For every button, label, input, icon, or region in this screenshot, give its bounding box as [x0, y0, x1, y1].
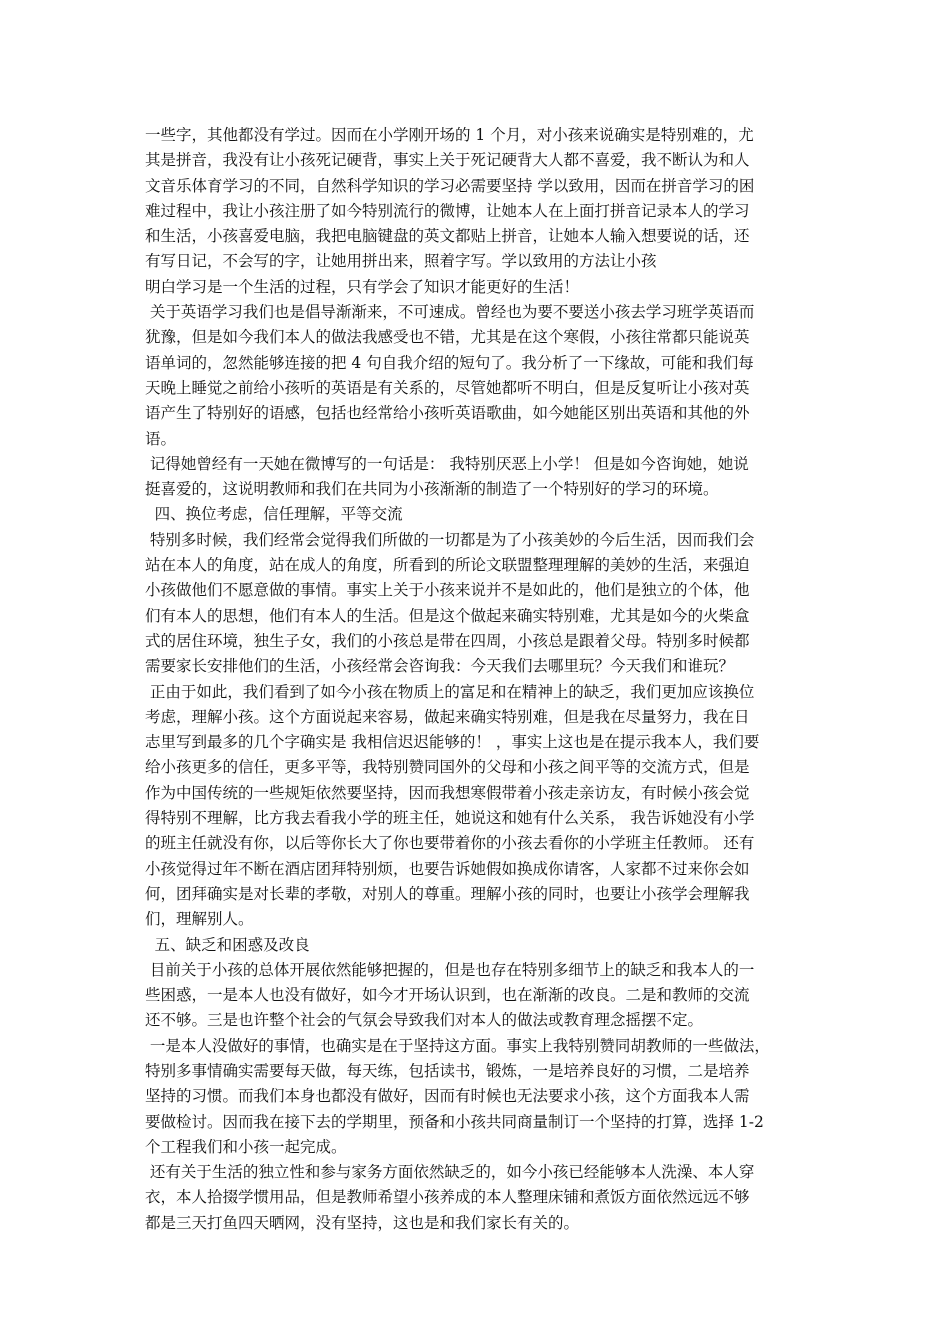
text-line: 考虑，理解小孩。这个方面说起来容易，做起来确实特别难，但是我在尽量努力，我在日 — [145, 707, 750, 726]
section-heading — [145, 502, 810, 527]
text-line: 需要家长安排他们的生活，小孩经常会咨询我：今天我们去哪里玩？今天我们和谁玩？ — [145, 657, 735, 676]
text-line: 站在本人的角度，站在成人的角度，所看到的所论文联盟整理理解的美妙的生活，来强迫 — [145, 556, 750, 575]
text-line: 语单词的，忽然能够连接的把 4 句自我介绍的短句了。我分析了一下缘故，可能和我们每 — [145, 353, 754, 372]
text-line: 语产生了特别好的语感，包括也经常给小孩听英语歌曲，如今她能区别出英语和其他的外 — [145, 404, 750, 423]
text-line: 还有关于生活的独立性和参与家务方面依然缺乏的，如今小孩已经能够本人洗澡、本人穿 — [145, 1163, 755, 1182]
text-line: 衣，本人拾掇学惯用品，但是教师希望小孩养成的本人整理床铺和煮饭方面依然远远不够 — [145, 1188, 750, 1207]
text-line: 记得她曾经有一天她在微博写的一句话是： 我特别厌恶上小学！ 但是如今咨询她，她说 — [145, 454, 749, 473]
text-line: 还不够。三是也许整个社会的气氛会导致我们对本人的做法或教育理念摇摆不定。 — [145, 1011, 704, 1030]
text-line: 们有本人的思想，他们有本人的生活。但是这个做起来确实特别难，尤其是如今的火柴盒 — [145, 606, 750, 625]
text-line: 和生活，小孩喜爱电脑，我把电脑键盘的英文都贴上拼音，让她本人输入想要说的话，还 — [145, 227, 750, 246]
text-line: 给小孩更多的信任，更多平等，我特别赞同国外的父母和小孩之间平等的交流方式，但是 — [145, 758, 750, 777]
text-line: 特别多事情确实需要每天做，每天练，包括读书，锻炼，一是培养良好的习惯，二是培养 — [145, 1061, 750, 1080]
text-line: 五、缺乏和困惑及改良 — [149, 935, 310, 954]
text-line: 特别多时候，我们经常会觉得我们所做的一切都是为了小孩美妙的今后生活，因而我们会 — [145, 530, 755, 549]
body-paragraph — [145, 300, 810, 452]
document-body — [145, 123, 810, 1236]
text-line: 的班主任就没有你，以后等你长大了你也要带着你的小孩去看你的小学班主任教师。 还有 — [145, 834, 755, 853]
text-line: 犹豫，但是如今我们本人的做法我感受也不错，尤其是在这个寒假，小孩往常都只能说英 — [145, 328, 750, 347]
text-line: 小孩觉得过年不断在酒店团拜特别烦，也要告诉她假如换成你请客，人家都不过来你会如 — [145, 859, 750, 878]
text-line: 都是三天打鱼四天晒网，没有坚持，这也是和我们家长有关的。 — [145, 1213, 580, 1232]
text-line: 要做检讨。因而我在接下去的学期里，预备和小孩共同商量制订一个坚持的打算，选择 1-2 — [145, 1112, 764, 1131]
text-line: 何，团拜确实是对长辈的孝敬，对别人的尊重。理解小孩的同时，也要让小孩学会理解我 — [145, 884, 750, 903]
section-heading — [145, 933, 810, 958]
text-line: 明白学习是一个生活的过程，只有学会了知识才能更好的生活！ — [145, 277, 580, 296]
body-paragraph — [145, 452, 810, 503]
text-line: 挺喜爱的，这说明教师和我们在共同为小孩渐渐的制造了一个特别好的学习的环境。 — [145, 480, 719, 499]
text-line: 式的居住环境，独生子女，我们的小孩总是带在四周，小孩总是跟着父母。特别多时候都 — [145, 631, 750, 650]
body-paragraph — [145, 528, 810, 680]
text-line: 天晚上睡觉之前给小孩听的英语是有关系的，尽管她都听不明白，但是反复听让小孩对英 — [145, 378, 750, 397]
text-line: 作为中国传统的一些规矩依然要坚持，因而我想寒假带着小孩走亲访友，有时候小孩会觉 — [145, 783, 750, 802]
body-paragraph — [145, 1034, 810, 1160]
body-paragraph — [145, 1160, 810, 1236]
text-line: 些困惑，一是本人也没有做好，如今才开场认识到，也在渐渐的改良。二是和教师的交流 — [145, 986, 750, 1005]
text-line: 关于英语学习我们也是倡导渐渐来，不可速成。曾经也为要不要送小孩去学习班学英语而 — [145, 303, 755, 322]
body-paragraph — [145, 680, 810, 933]
text-line: 小孩做他们不愿意做的事情。事实上关于小孩来说并不是如此的，他们是独立的个体，他 — [145, 581, 750, 600]
body-paragraph — [145, 958, 810, 1034]
text-line: 们，理解别人。 — [145, 910, 254, 929]
text-line: 难过程中，我让小孩注册了如今特别流行的微博，让她本人在上面打拼音记录本人的学习 — [145, 201, 750, 220]
text-line: 目前关于小孩的总体开展依然能够把握的，但是也存在特别多细节上的缺乏和我本人的一 — [145, 960, 755, 979]
text-line: 有写日记，不会写的字，让她用拼出来，照着字写。学以致用的方法让小孩 — [145, 252, 657, 271]
text-line: 得特别不理解，比方我去看我小学的班主任，她说这和她有什么关系， 我告诉她没有小学 — [145, 809, 755, 828]
text-line: 文音乐体育学习的不同，自然科学知识的学习必需要坚持 学以致用，因而在拼音学习的困 — [145, 176, 755, 195]
text-line: 一是本人没做好的事情，也确实是在于坚持这方面。事实上我特别赞同胡教师的一些做法， — [145, 1036, 770, 1055]
text-line: 坚持的习惯。而我们本身也都没有做好，因而有时候也无法要求小孩，这个方面我本人需 — [145, 1087, 750, 1106]
text-line: 个工程我们和小孩一起完成。 — [145, 1137, 347, 1156]
text-line: 一些字，其他都没有学过。因而在小学刚开场的 1 个月，对小孩来说确实是特别难的，尤 — [145, 126, 754, 144]
text-line: 其是拼音，我没有让小孩死记硬背，事实上关于死记硬背大人都不喜爱，我不断认为和人 — [145, 151, 750, 170]
text-line: 志里写到最多的几个字确实是 我相信迟迟能够的！ ，事实上这也是在提示我本人，我们要 — [145, 733, 760, 752]
text-line: 四、换位考虑，信任理解，平等交流 — [149, 505, 403, 524]
body-paragraph — [145, 123, 810, 300]
text-line: 语。 — [145, 429, 177, 448]
text-line: 正由于如此，我们看到了如今小孩在物质上的富足和在精神上的缺乏，我们更加应该换位 — [145, 682, 755, 701]
